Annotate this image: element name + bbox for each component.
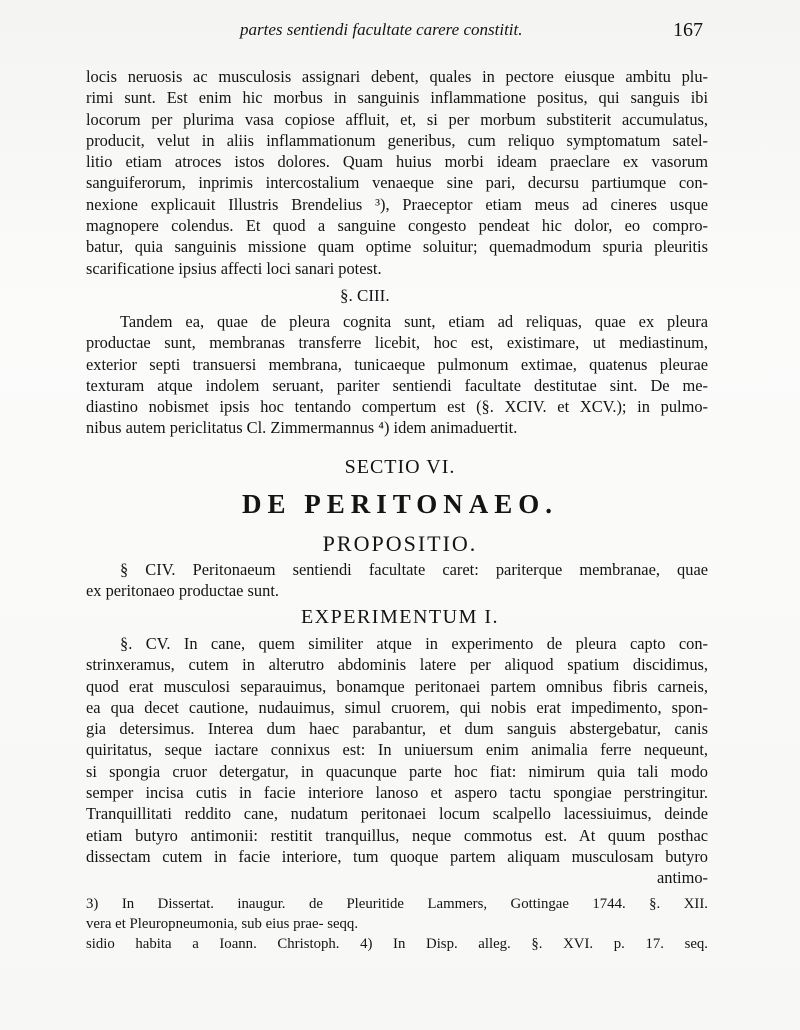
- running-head: partes sentiendi facultate carere constitit.: [240, 20, 523, 39]
- text-line: nibus autem periclitatus Cl. Zimmermannus ⁴) idem animaduertit.: [86, 418, 518, 438]
- text-line: Tranquillitati reddito cane, nudatum peritonaei locum scalpello lacessiuimus, deinde: [86, 804, 708, 824]
- sectio-heading: SECTIO VI.: [344, 456, 456, 478]
- text-line: locis neruosis ac musculosis assignari debent, quales in pectore eiusque ambitu plu-: [86, 67, 708, 86]
- text-line: strinxeramus, cutem in alterutro abdominis latere per aliquod spatium discidimus,: [86, 655, 708, 675]
- text-line: producit, velut in aliis inflammationum generibus, cum reliquo symptomatum satel-: [86, 130, 708, 150]
- page-number: 167: [673, 19, 703, 41]
- propositio-heading: PROPOSITIO.: [322, 531, 478, 556]
- text-line: magnopere colendus. Et quod a sanguine congesto pendeat hic dolor, eo compro-: [86, 216, 708, 236]
- catchword: antimo-: [657, 868, 708, 888]
- text-line: gia detersimus. Interea dum haec parabantur, et dum sanguis abstergebatur, canis: [86, 719, 708, 739]
- section-heading-ciii: §. CIII.: [340, 286, 390, 305]
- text-line: scarificatione ipsius affecti loci sanari potest.: [86, 258, 382, 278]
- text-line: etiam butyro antimonii: restitit tranquillus, neque commotus est. At quum posthac: [86, 825, 708, 845]
- text-line: ea qua decet cautione, nudauimus, simul cruorem, qui nobis erat impedimento, spon-: [86, 697, 708, 717]
- chapter-title: DE PERITONAEO.: [241, 489, 559, 519]
- text-line: dissectam cutem in facie interiore, tum quoque partem aliquam musculosam butyro: [86, 846, 708, 866]
- text-line: rimi sunt. Est enim hic morbus in sanguinis inflammatione positus, qui sanguis ibi: [86, 88, 708, 108]
- text-line: locorum per plurima vasa copiose affluit, et, si per morbum substiterit accumulatus,: [86, 109, 708, 129]
- text-line: nexione explicauit Illustris Brendelius ³), Praeceptor etiam meus ad cineres usque: [86, 194, 708, 214]
- text-line: litio etiam atroces istos dolores. Quam huius morbi ideam praeclare ex vasorum: [86, 152, 708, 172]
- text-line: batur, quia sanguinis missione quam optime soluitur; quemadmodum spuria pleuritis: [86, 237, 708, 257]
- paragraph-ciii: [86, 311, 708, 439]
- text-line: ex peritonaeo productae sunt.: [86, 581, 279, 601]
- text-line: quiritatus, seque iactare connixus est: In uniuersum enim animalia ferre nequeunt,: [86, 740, 708, 760]
- text-line: semper incisa cutis in facie interiore lanoso et aspero tactu spongiae perstringitur.: [86, 783, 708, 803]
- text-line: quod erat musculosi separauimus, bonamque peritonaei partem omnibus fibris carneis,: [86, 676, 708, 696]
- text-line: sanguiferorum, inprimis intercostalium venaeque sine pari, decursu partiumque con-: [86, 173, 708, 193]
- text-line: Tandem ea, quae de pleura cognita sunt, etiam ad reliquas, quae ex pleura: [120, 312, 708, 331]
- text-line: texturam atque indolem seruant, pariter sentiendi facultate destitutae sint. De me-: [86, 375, 708, 395]
- paragraph-cv: [86, 633, 708, 889]
- text-line: § CIV. Peritonaeum sentiendi facultate caret: pariterque membranae, quae: [120, 560, 708, 579]
- paragraph-civ: [86, 559, 708, 602]
- paragraph-pleuritis: [86, 66, 708, 279]
- experimentum-heading: EXPERIMENTUM I.: [300, 606, 500, 628]
- text-line: productae sunt, membranas transferre licebit, hoc est, existimare, ut mediastinum,: [86, 333, 708, 353]
- footnote-line: sidio habita a Ioann. Christoph. 4) In Disp. alleg. §. XVI. p. 17. seq.: [86, 936, 708, 952]
- text-line: diastino nobismet ipsis hoc tentando compertum est (§. XCIV. et XCV.); in pulmo-: [86, 397, 708, 417]
- text-line: exterior septi transuersi membrana, tunicaeque pulmonum extimae, quatenus pleurae: [86, 354, 708, 374]
- footnote-line: vera et Pleuropneumonia, sub eius prae- seqq.: [86, 916, 359, 932]
- text-line: §. CV. In cane, quem similiter atque in experimento de pleura capto con-: [120, 634, 708, 653]
- text-line: si spongia cruor detergatur, in quacunque parte hoc fiat: nimirum quia tali modo: [86, 761, 708, 781]
- footnote-line: 3) In Dissertat. inaugur. de Pleuritide Lammers, Gottingae 1744. §. XII.: [86, 896, 708, 912]
